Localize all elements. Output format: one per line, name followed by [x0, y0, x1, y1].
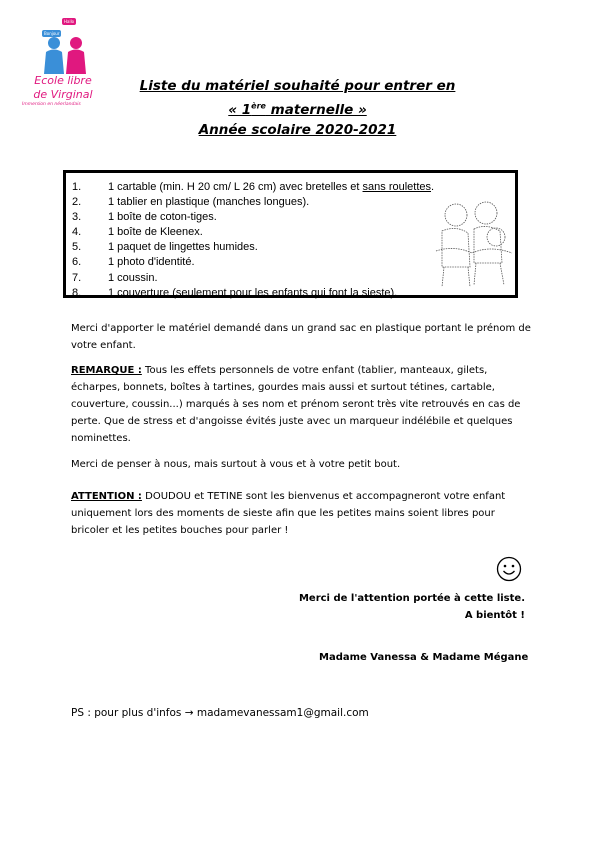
- list-item: [72, 195, 434, 210]
- signature: Madame Vanessa & Madame Mégane: [319, 652, 529, 663]
- list-item: [72, 255, 434, 270]
- title-line3: Année scolaire 2020-2021: [198, 121, 397, 138]
- list-item: [72, 225, 434, 240]
- list-item-text: 1 boîte de coton-tiges.: [108, 211, 217, 224]
- attention-text: DOUDOU et TETINE sont les bienvenus et accompagneront votre enfant uniquement lors des moments de sieste afin que les petites mains soient libres pour bricoler et les petites bouches pour parler !: [71, 491, 506, 536]
- list-item-number: 4.: [72, 226, 82, 239]
- logo-school-name: [20, 74, 106, 102]
- instruction-paragraph: Merci d'apporter le matériel demandé dans un grand sac en plastique portant le prénom de votre enfant.: [71, 323, 531, 351]
- list-item-number: 7.: [72, 271, 82, 284]
- document-title: [120, 76, 475, 140]
- list-item: [72, 240, 434, 255]
- school-logo: [20, 16, 115, 126]
- closing-block: [299, 590, 525, 624]
- list-item-text: 1 paquet de lingettes humides.: [108, 241, 258, 254]
- list-item-text: 1 tablier en plastique (manches longues).: [108, 196, 310, 209]
- list-item-number: 1.: [72, 181, 82, 193]
- children-illustration: [434, 201, 514, 289]
- list-item-number: 3.: [72, 211, 82, 224]
- remark-text: Tous les effets personnels de votre enfant (tablier, manteaux, gilets, écharpes, bonnets, boîtes à tartines, gourdes mais aussi et surtout tétines, cartable, couverture, coussin...) marqués à ses nom et prénom seront très vite retrouvés en cas de perte. Que de stress et d'angoisse évités juste avec un marqueur indélébile et quelques nominettes.: [71, 365, 521, 444]
- list-item-tail: .: [431, 181, 435, 193]
- smiley-icon: [496, 556, 522, 582]
- list-item-text: 1 boîte de Kleenex.: [108, 226, 203, 239]
- list-item-text: 1 coussin.: [108, 271, 158, 284]
- attention-paragraph: [71, 488, 531, 539]
- logo-tagline: Immersion en néerlandais: [22, 102, 81, 107]
- logo-name-line2: de Virginal: [33, 88, 93, 101]
- title-line2: [228, 102, 366, 118]
- material-list-box: [63, 170, 518, 298]
- list-item-number: 8.: [72, 286, 82, 299]
- title-line1: Liste du matériel souhaité pour entrer en: [139, 78, 456, 94]
- children-figures-icon: [32, 34, 102, 74]
- remark-paragraph: [71, 362, 531, 447]
- remark-label: REMARQUE :: [71, 365, 142, 376]
- material-list: [72, 180, 434, 301]
- logo-name-line1: Ecole libre: [34, 74, 92, 87]
- title-line2-close: maternelle »: [265, 101, 367, 118]
- title-line2-sup: ère: [251, 101, 266, 110]
- closing-line2: A bientôt !: [464, 610, 525, 621]
- list-item-text: 1 photo d'identité.: [108, 256, 195, 269]
- list-item: [72, 271, 434, 286]
- title-line2-open: « 1: [228, 101, 252, 118]
- attention-label: ATTENTION :: [71, 491, 142, 502]
- list-item: [72, 286, 434, 301]
- thanks-paragraph: Merci de penser à nous, mais surtout à vous et à votre petit bout.: [71, 459, 401, 470]
- list-item-number: 2.: [72, 196, 82, 209]
- logo-bubble-right: Hallo: [64, 19, 75, 24]
- list-item-emphasis: sans roulettes: [362, 181, 432, 193]
- list-item-number: 6.: [72, 256, 82, 269]
- list-item: [72, 180, 434, 195]
- list-item-text: 1 couverture (seulement pour les enfants qui font la sieste).: [108, 286, 398, 299]
- list-item-number: 5.: [72, 241, 82, 254]
- logo-bubble-left: Bonjour: [44, 31, 60, 36]
- closing-line1: Merci de l'attention portée à cette liste.: [298, 593, 525, 604]
- list-item-text: 1 cartable (min. H 20 cm/ L 26 cm) avec bretelles et: [108, 181, 363, 193]
- postscript: PS : pour plus d'infos → madamevanessam1@gmail.com: [71, 707, 369, 719]
- list-item: [72, 210, 434, 225]
